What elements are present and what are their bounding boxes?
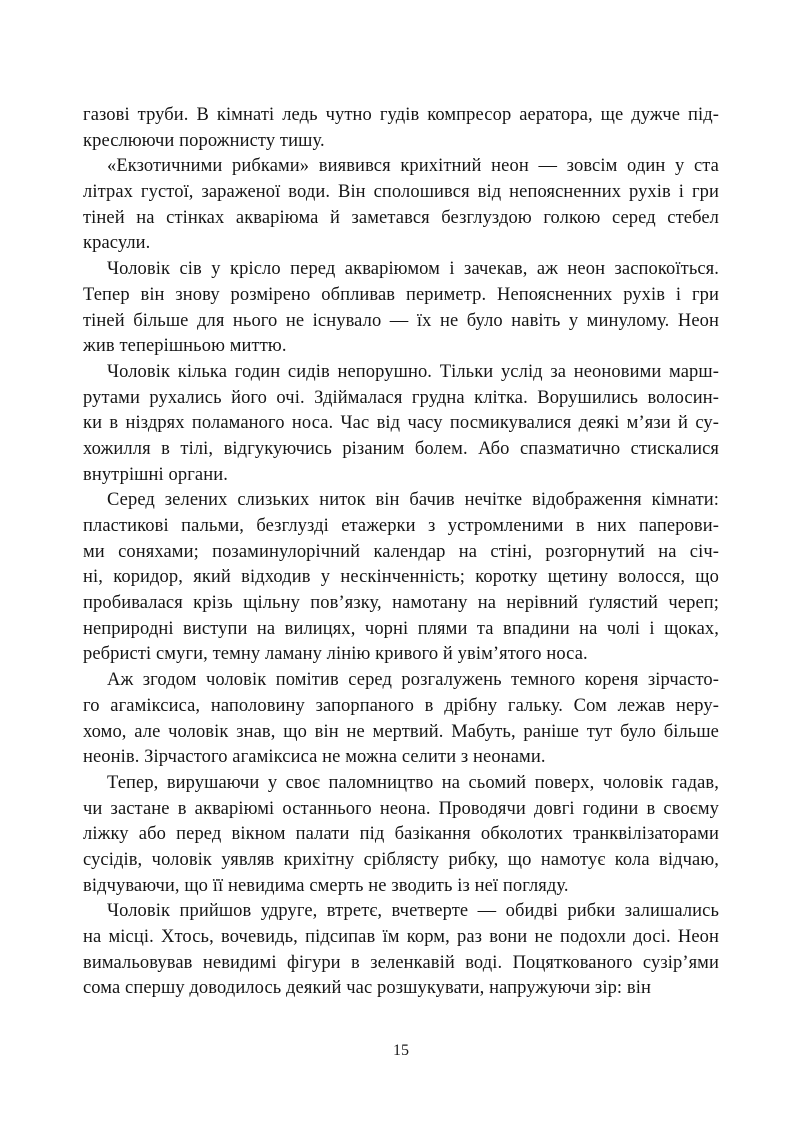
text-line: пластикові пальми, безглузді етажерки з устромленими в них паперови- <box>83 516 719 536</box>
text-line: хомо, але чоловік знав, що він не мертвий. Мабуть, раніше тут було більше <box>83 721 719 742</box>
text-line: хожилля в тілі, відгукуючись різаним болем. Або спазматично стискалися <box>83 438 719 459</box>
text-line: відчуваючи, що її невидима смерть не зводить із неї погляду. <box>83 875 569 896</box>
text-line: жив теперішньою миттю. <box>83 336 287 357</box>
text-line: Тепер він знову розмірено обпливав периметр. Непоясненних рухів і гри <box>83 284 719 305</box>
text-line: Чоловік сів у крісло перед акваріюмом і зачекав, аж неон заспокоїться. <box>107 259 719 280</box>
text-line: ні, коридор, який відходив у нескінченність; коротку щетину волосся, що <box>83 567 719 588</box>
text-line: Чоловік кілька годин сидів непорушно. Тільки услід за неоновими марш- <box>107 361 719 382</box>
text-line: ки в ніздрях поламаного носа. Час від часу посмикувалися деякі м’язи й су- <box>83 413 719 434</box>
text-line: літрах густої, зараженої води. Він сполошився від непоясненних рухів і гри <box>83 182 719 203</box>
text-line: чи застане в акваріюмі останнього неона. Проводячи довгі години в своєму <box>83 798 719 819</box>
text-line: Тепер, вирушаючи у своє паломництво на сьомий поверх, чоловік гадав, <box>107 772 719 793</box>
text-line: ребристі смуги, темну ламану лінію кривого й увім’ятого носа. <box>83 644 588 665</box>
text-line: го агаміксиса, наполовину запорпаного в дрібну гальку. Сом лежав неру- <box>83 695 719 716</box>
text-line: пробивалася крізь щільну пов’язку, намотану на нерівний ґулястий череп; <box>83 593 719 614</box>
text-line: внутрішні органи. <box>83 464 228 485</box>
text-line: ліжку або перед вікном палати під базікання обколотих транквілізаторами <box>83 824 719 845</box>
text-line: Аж згодом чоловік помітив серед розгалужень темного кореня зірчасто- <box>107 670 719 691</box>
text-line: тіней більше для нього не існувало — їх не було навіть у минулому. Неон <box>83 310 719 331</box>
text-line: Серед зелених слизьких ниток він бачив нечітке відображення кімнати: <box>107 490 719 511</box>
text-line: на місці. Хтось, вочевидь, підсипав їм корм, раз вони не подохли досі. Неон <box>83 927 719 947</box>
text-line: креслюючи порожнисту тишу. <box>83 130 325 151</box>
text-line: рутами рухались його очі. Здіймалася грудна клітка. Ворушились волосин- <box>83 387 719 408</box>
text-line: вимальовував невидимі фігури в зеленкавій воді. Поцяткованого сузір’ями <box>83 952 719 973</box>
text-line: сусідів, чоловік уявляв крихітну сріблясту рибку, що намотує кола відчаю, <box>83 849 719 870</box>
text-line: тіней на стінках акваріюма й заметався безглуздою голкою серед стебел <box>83 207 719 228</box>
text-line: сома спершу доводилось деякий час розшукувати, напружуючи зір: він <box>83 978 651 999</box>
text-line: красули. <box>83 233 151 254</box>
text-line: ми соняхами; позаминулорічний календар на стіні, розгорнутий на січ- <box>83 541 719 562</box>
text-line: «Екзотичними рибками» виявився крихітний неон — зовсім один у ста <box>107 156 719 177</box>
text-line: неприродні виступи на вилицях, чорні плями та впадини на чолі і щоках, <box>83 618 719 639</box>
text-line: Чоловік прийшов удруге, втретє, вчетверте — обидві рибки залишались <box>107 901 719 922</box>
text-line: газові труби. В кімнаті ледь чутно гудів компресор аератора, ще дужче під- <box>83 105 719 125</box>
text-line: неонів. Зірчастого агаміксиса не можна селити з неонами. <box>83 747 546 768</box>
page-text-block <box>83 103 719 1002</box>
page-number: 15 <box>393 1042 409 1059</box>
